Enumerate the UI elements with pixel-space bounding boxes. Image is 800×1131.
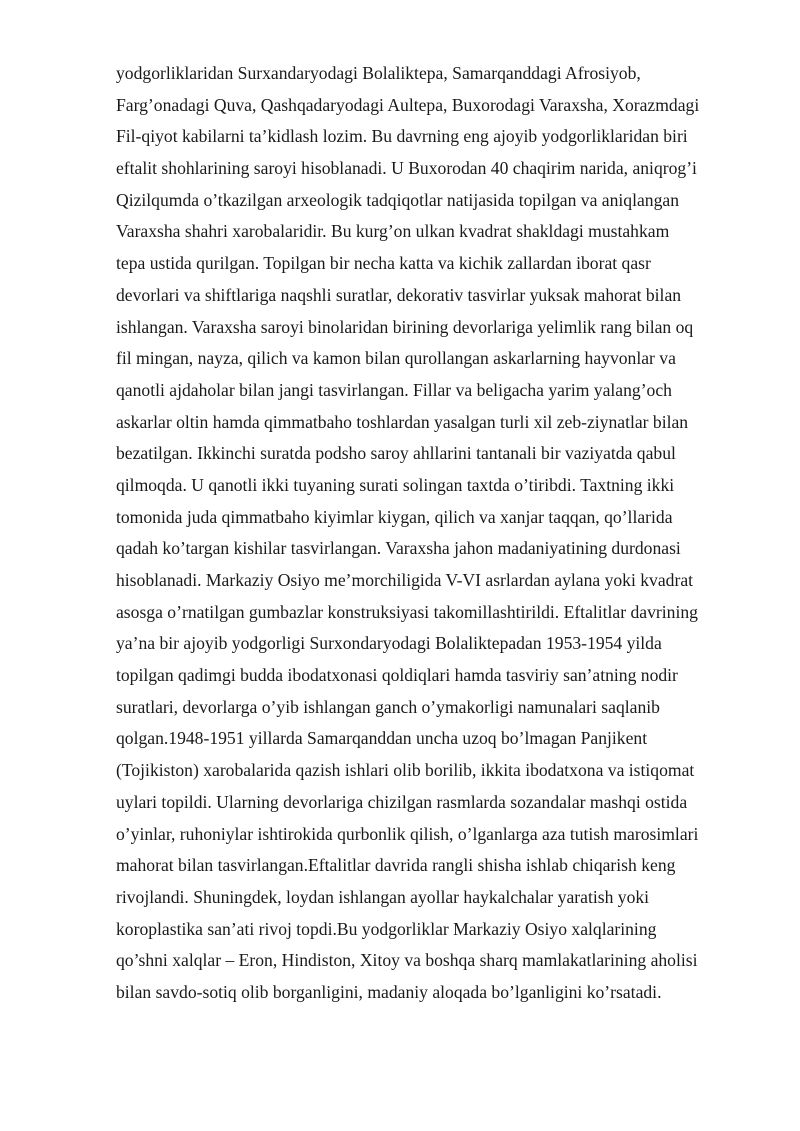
text-line: asosga o’rnatilgan gumbazlar konstruksiyasi takomillashtirildi. Eftalitlar davrining	[116, 601, 698, 622]
text-line: yodgorliklaridan Surxandaryodagi Bolaliktepa, Samarqanddagi Afrosiyob,	[116, 63, 641, 83]
text-line: qadah ko’targan kishilar tasvirlangan. Varaxsha jahon madaniyatining durdonasi	[116, 538, 681, 559]
text-line: suratlari, devorlarga o’yib ishlangan ganch o’ymakorligi namunalari saqlanib	[116, 696, 660, 717]
text-line: qilmoqda. U qanotli ikki tuyaning surati solingan taxtda o’tiribdi. Taxtning ikki	[116, 474, 675, 495]
text-line: Fil-qiyot kabilarni ta’kidlash lozim. Bu davrning eng ajoyib yodgorliklaridan biri	[116, 126, 688, 147]
text-line: askarlar oltin hamda qimmatbaho toshlardan yasalgan turli xil zeb-ziynatlar bilan	[116, 411, 689, 432]
body-text	[116, 58, 716, 1009]
text-line: topilgan qadimgi budda ibodatxonasi qoldiqlari hamda tasviriy san’atning nodir	[116, 665, 678, 686]
text-line: koroplastika san’ati rivoj topdi.Bu yodgorliklar Markaziy Osiyo xalqlarining	[116, 918, 657, 939]
text-line: Farg’onadagi Quva, Qashqadaryodagi Aultepa, Buxorodagi Varaxsha, Xorazmdagi	[116, 94, 700, 115]
text-line: rivojlandi. Shuningdek, loydan ishlangan ayollar haykalchalar yaratish yoki	[116, 886, 650, 907]
text-line: bilan savdo-sotiq olib borganligini, madaniy aloqada bo’lganligini ko’rsatadi.	[116, 981, 662, 1002]
text-line: bezatilgan. Ikkinchi suratda podsho saroy ahllarini tantanali bir vaziyatda qabul	[116, 443, 676, 464]
text-line: qo’shni xalqlar – Eron, Hindiston, Xitoy va boshqa sharq mamlakatlarining aholisi	[116, 950, 698, 971]
text-line: Varaxsha shahri xarobalaridir. Bu kurg’on ulkan kvadrat shakldagi mustahkam	[116, 221, 670, 242]
text-line: mahorat bilan tasvirlangan.Eftalitlar davrida rangli shisha ishlab chiqarish keng	[116, 855, 676, 876]
text-line: ya’na bir ajoyib yodgorligi Surxondaryodagi Bolaliktepadan 1953-1954 yilda	[116, 633, 662, 654]
text-line: qolgan.1948-1951 yillarda Samarqanddan uncha uzoq bo’lmagan Panjikent	[116, 728, 648, 749]
text-line: uylari topildi. Ularning devorlariga chizilgan rasmlarda sozandalar mashqi ostida	[116, 791, 688, 812]
text-line: qanotli ajdaholar bilan jangi tasvirlangan. Fillar va beligacha yarim yalang’och	[116, 379, 672, 400]
text-line: Qizilqumda o’tkazilgan arxeologik tadqiqotlar natijasida topilgan va aniqlangan	[116, 189, 679, 210]
text-line: eftalit shohlarining saroyi hisoblanadi. U Buxorodan 40 chaqirim narida, aniqrog’i	[116, 158, 697, 179]
text-line: hisoblanadi. Markaziy Osiyo me’morchiligida V-VI asrlardan aylana yoki kvadrat	[116, 570, 694, 590]
text-line: tepa ustida qurilgan. Topilgan bir necha katta va kichik zallardan iborat qasr	[116, 253, 651, 274]
text-line: (Tojikiston) xarobalarida qazish ishlari olib borilib, ikkita ibodatxona va istiqomat	[116, 760, 695, 781]
text-line: tomonida juda qimmatbaho kiyimlar kiygan, qilich va xanjar taqqan, qo’llarida	[116, 506, 673, 527]
text-line: fil mingan, nayza, qilich va kamon bilan qurollangan askarlarning hayvonlar va	[116, 348, 676, 369]
text-line: ishlangan. Varaxsha saroyi binolaridan birining devorlariga yelimlik rang bilan oq	[116, 316, 694, 337]
text-line: devorlari va shiftlariga naqshli suratlar, dekorativ tasvirlar yuksak mahorat bilan	[116, 284, 682, 305]
text-line: o’yinlar, ruhoniylar ishtirokida qurbonlik qilish, o’lganlarga aza tutish marosimlari	[116, 823, 699, 844]
